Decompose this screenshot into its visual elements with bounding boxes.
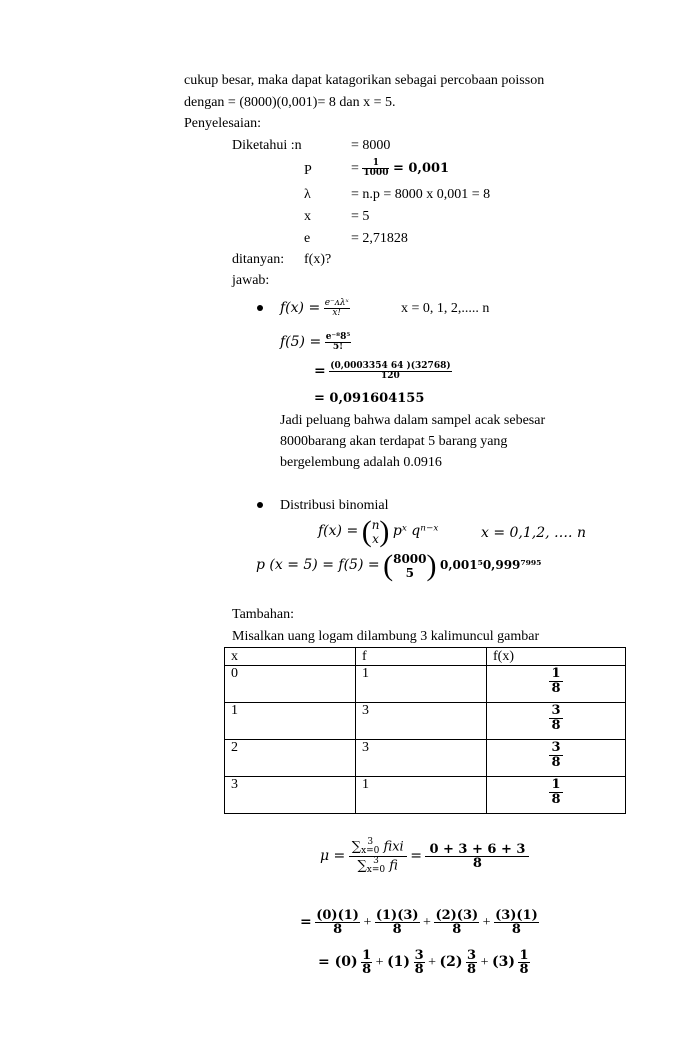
cell-x: 2 xyxy=(225,740,356,777)
cell-fx: $\frac{3}{8}$ xyxy=(487,703,626,740)
solution-heading: Penyelesaian: xyxy=(184,116,261,131)
binomial-domain: x = 0,1,2, …. n xyxy=(481,525,586,541)
known-x-label: x xyxy=(304,209,311,224)
binomial-coefficient-8000: 8000 5 xyxy=(393,551,427,580)
table-header-row xyxy=(225,648,626,666)
table-row xyxy=(225,666,626,703)
f5-fraction: $\frac{\text{e⁻⁸8⁵}}{5!}$ xyxy=(325,331,351,353)
poisson-result: = 0,091604155 xyxy=(314,391,425,406)
header-x: x xyxy=(225,648,356,666)
known-lambda-label: λ xyxy=(304,187,311,202)
step-fraction: $\frac{(0,0003354 64 )(32768)}{120}$ xyxy=(330,360,451,382)
poisson-f5: f(5) = $\frac{\text{e⁻⁸8⁵}}{5!}$ xyxy=(280,331,351,353)
bullet-poisson xyxy=(257,305,263,311)
cell-f: 3 xyxy=(356,703,487,740)
cell-f: 1 xyxy=(356,666,487,703)
header-fx: f(x) xyxy=(487,648,626,666)
extra-description: Misalkan uang logam dilambung 3 kalimuncul gambar xyxy=(232,629,540,644)
known-p-value: = $\frac{1}{1000}$ = 0,001 xyxy=(351,157,450,179)
intro-line-2: dengan = (8000)(0,001)= 8 dan x = 5. xyxy=(184,95,396,110)
bullet-binomial xyxy=(257,502,263,508)
poisson-formula: f(x) = $\frac{\text{e⁻ᴧλˣ}}{x!}$ xyxy=(280,297,349,319)
known-x-value: = 5 xyxy=(351,209,370,224)
known-heading: Diketahui :n xyxy=(232,138,302,153)
known-n-value: = 8000 xyxy=(351,138,391,153)
intro-line-1: cukup besar, maka dapat katagorikan sebagai percobaan poisson xyxy=(184,73,545,88)
poisson-domain: x = 0, 1, 2,..... n xyxy=(401,301,490,316)
poisson-conclusion-2: 8000barang akan terdapat 5 barang yang xyxy=(280,434,508,449)
extra-heading: Tambahan: xyxy=(232,607,294,622)
cell-x: 3 xyxy=(225,777,356,814)
mean-line-3: = (0) $\frac{1}{8}$ + (1) $\frac{3}{8}$ + (2) $\frac{3}{8}$ + (3) $\frac{1}{8}$ xyxy=(318,947,529,978)
binomial-coefficient: n x xyxy=(371,517,380,546)
mean-rhs-fraction: $\frac{0 + 3 + 6 + 3}{8}$ xyxy=(425,843,529,871)
mean-sigma-fraction: ∑ 3 x=0 fixi ∑ 3 x=0 fi xyxy=(349,838,407,875)
cell-x: 1 xyxy=(225,703,356,740)
known-e-value: = 2,71828 xyxy=(351,231,408,246)
table-row xyxy=(225,740,626,777)
cell-fx: $\frac{3}{8}$ xyxy=(487,740,626,777)
cell-fx: $\frac{1}{8}$ xyxy=(487,777,626,814)
known-p-label: P xyxy=(304,163,312,178)
poisson-conclusion-3: bergelembung adalah 0.0916 xyxy=(280,455,442,470)
asked-value: f(x)? xyxy=(304,252,332,267)
poisson-conclusion-1: Jadi peluang bahwa dalam sampel acak sebesar xyxy=(280,413,546,428)
known-lambda-value: = n.p = 8000 x 0,001 = 8 xyxy=(351,187,491,202)
poisson-step: = $\frac{(0,0003354 64 )(32768)}{120}$ xyxy=(314,360,451,382)
mean-formula: μ = ∑ 3 x=0 fixi ∑ 3 x=0 fi = $\frac{0 + 3 + 6 + 3}{8}$ xyxy=(320,834,529,879)
binomial-formula: f(x) = ( n x ) pˣ qⁿ⁻ˣ xyxy=(318,514,439,548)
cell-x: 0 xyxy=(225,666,356,703)
answer-label: jawab: xyxy=(232,273,270,288)
known-e-label: e xyxy=(304,231,311,246)
table-row xyxy=(225,703,626,740)
table-row xyxy=(225,777,626,814)
binomial-p5: p (x = 5) = f(5) = ( 8000 5 ) 0,001⁵0,999⁷⁹⁹⁵ xyxy=(256,548,542,582)
cell-fx: $\frac{1}{8}$ xyxy=(487,666,626,703)
asked-label: ditanyan: xyxy=(232,252,285,267)
cell-f: 1 xyxy=(356,777,487,814)
header-f: f xyxy=(356,648,487,666)
poisson-fraction: $\frac{\text{e⁻ᴧλˣ}}{x!}$ xyxy=(324,297,349,319)
p-fraction: $\frac{1}{1000}$ xyxy=(363,157,389,179)
cell-f: 3 xyxy=(356,740,487,777)
frequency-table xyxy=(224,647,626,814)
binomial-label: Distribusi binomial xyxy=(280,498,389,513)
mean-line-2: = $\frac{(0)(1)}{8}$ + $\frac{(1)(3)}{8}$ + $\frac{(2)(3)}{8}$ + $\frac{(3)(1)}{8}$ xyxy=(300,907,538,938)
